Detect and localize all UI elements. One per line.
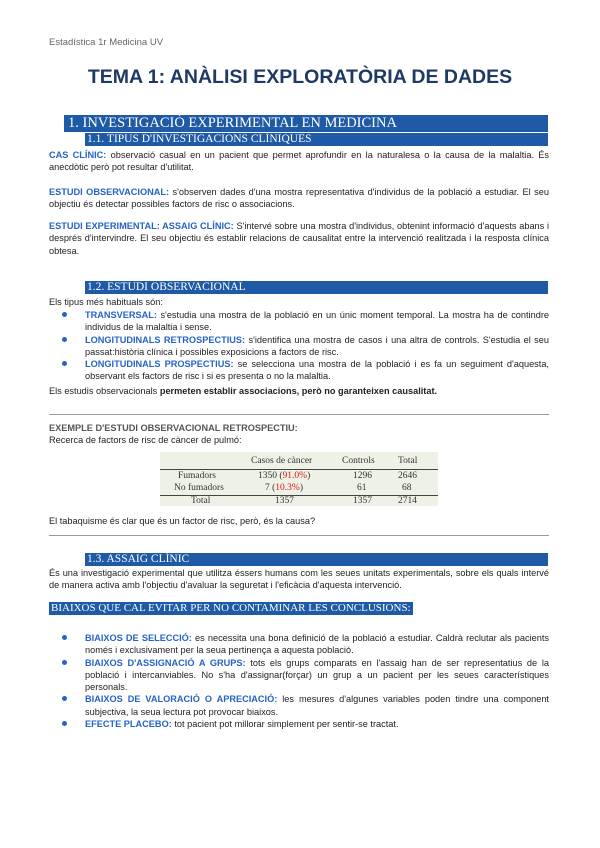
subsection-heading-1-1-text: 1.1. TIPUS D'INVESTIGACIONS CLÍNIQUES (87, 133, 312, 145)
list-item-label: LONGITUDINALS PROSPECTIUS: (85, 359, 234, 370)
estudi-observacional-text: s'observen dades d'una mostra representativa d'individus de la població a estudiar. El seu objectiu és detectar possibles factors de risc o associacions. (49, 187, 549, 210)
subsection-heading-1-3 (85, 553, 548, 566)
table-row-label: Total (191, 496, 211, 506)
observational-conclusion-text: Els estudis observacionals (49, 386, 160, 396)
biases-heading: BIAIXOS QUE CAL EVITAR PER NO CONTAMINAR LES CONCLUSIONS: (51, 602, 411, 614)
estudi-observacional-paragraph (49, 186, 549, 211)
section-heading-1 (64, 115, 548, 132)
table-cell-total: 68 (402, 483, 412, 493)
observational-types-list (49, 309, 549, 383)
table-row-label: No fumadors (174, 483, 224, 493)
page-title: TEMA 1: ANÀLISI EXPLORATÒRIA DE DADES (87, 66, 513, 88)
list-item-label: TRANSVERSAL: (85, 310, 157, 320)
observational-intro: Els tipus més habituals són: (49, 297, 163, 307)
list-item-label: BIAIXOS D'ASSIGNACIÓ A GRUPS: (85, 657, 246, 668)
example-question: El tabaquisme és clar que és un factor de risc, però, és la causa? (49, 516, 316, 526)
list-item-text: s'identifica una mostra de casos i una altra de controls. S'estudia el seu passat:història clínica i possibles exposicions a factors de risc. (85, 334, 549, 357)
bullet-icon (62, 635, 67, 640)
divider-bottom (49, 535, 549, 536)
subsection-heading-1-2-text: 1.2. ESTUDI OBSERVACIONAL (87, 281, 246, 293)
bullet-icon (62, 696, 67, 701)
example-subtitle: Recerca de factors de risc de càncer de pulmó: (49, 435, 242, 445)
table-cell-pct: 10.3% (275, 483, 300, 493)
section-heading-1-text: 1. INVESTIGACIÓ EXPERIMENTAL EN MEDICINA (68, 115, 397, 131)
list-item (49, 718, 549, 730)
table-cell-cases: 7 (10.3%) (265, 483, 304, 493)
cas-clinic-label: CAS CLÍNIC: (49, 150, 107, 160)
bullet-icon (62, 361, 67, 366)
observational-conclusion (49, 385, 549, 397)
list-item-label: LONGITUDINALS RETROSPECTIUS: (85, 334, 246, 345)
table-cell-total: 2646 (398, 471, 417, 481)
bullet-icon (62, 337, 67, 342)
list-item-text: se selecciona una mostra de la població i es fa un seguiment d'aquesta, observant els factors de risc i si es presenta o no la malaltia. (85, 359, 549, 382)
table-cell-cases: 1350 (91.0%) (258, 471, 311, 481)
estudi-observacional-label: ESTUDI OBSERVACIONAL: (49, 187, 170, 197)
table-header-total: Total (398, 456, 418, 466)
table-cell-controls: 61 (357, 483, 367, 493)
list-item-text: es necessita una bona definició de la població a estudiar. Caldrà reclutar als pacients només i exclusivament per la seua pertinença a aquesta població. (85, 633, 549, 656)
table-cell-cases-value: 7 (265, 483, 270, 493)
bullet-icon (62, 721, 67, 726)
list-item-label: BIAIXOS DE VALORACIÓ O APRECIACIÓ: (85, 694, 278, 705)
table-cell-total: 2714 (398, 496, 417, 506)
clinical-trial-intro: És una investigació experimental que utilitza éssers humans com les seues unitats experimentals, sobre els quals intervé de manera activa amb l'objectiu d'avaluar la seguretat i l'eficàcia d'aquesta intervenció. (49, 568, 549, 591)
table-cell-controls: 1296 (353, 471, 372, 481)
list-item (49, 309, 549, 334)
table-cell-cases: 1357 (275, 496, 294, 506)
bullet-icon (62, 660, 67, 665)
table-header-controls: Controls (342, 456, 375, 466)
table-cell-cases-value: 1350 (258, 471, 277, 481)
subsection-heading-1-2 (85, 281, 548, 294)
biases-list (49, 632, 549, 730)
table-row-label: Fumadors (178, 471, 216, 481)
list-item-label: EFECTE PLACEBO: (85, 719, 172, 730)
page-header: Estadística 1r Medicina UV (49, 37, 164, 48)
example-heading: EXEMPLE D'ESTUDI OBSERVACIONAL RETROSPECTIU: (49, 423, 298, 433)
list-item (49, 693, 549, 718)
list-item (49, 657, 549, 694)
estudi-experimental-label: ESTUDI EXPERIMENTAL: ASSAIG CLÍNIC: (49, 221, 234, 231)
list-item-label: BIAIXOS DE SELECCIÓ: (85, 633, 192, 643)
list-item-text: s'estudia una mostra de la població en un únic moment temporal. La mostra ha de contindre individus de la malaltia i sense. (85, 310, 549, 333)
list-item-text: les mesures d'algunes variables poden tindre una component subjectiva, la seua lectura pot provocar biaixos. (85, 694, 549, 717)
observational-conclusion-bold: permeten establir associacions, però no garanteixen causalitat. (159, 386, 438, 396)
list-item (49, 334, 549, 359)
table-cell-controls: 1357 (353, 496, 372, 506)
bullet-icon (62, 312, 67, 317)
list-item-text: tot pacient pot millorar simplement per sentir-se tractat. (171, 719, 399, 730)
table-rule-top (160, 469, 438, 470)
estudi-experimental-paragraph (49, 220, 549, 257)
table-cell-pct: 91.0% (282, 471, 308, 481)
estudi-experimental-text: S'intervé sobre una mostra d'individus, obtenint informació d'aquests abans i després d'intervindre. El seu objectiu és establir relacions de causalitat entre la intervenció realitzada i la resposta clínica obtesa. (49, 221, 550, 256)
list-item (49, 358, 549, 383)
list-item-text: tots els grups comparats en l'assaig han de ser representatius de la població i intercanviables. No s'ha d'assignar(forçar) un grup a un pacient per les seues característiques personals. (85, 657, 549, 693)
subsection-heading-1-1 (85, 133, 548, 146)
table-header-cases: Casos de càncer (251, 456, 313, 466)
divider-top (49, 414, 549, 415)
list-item (49, 632, 549, 657)
subsection-heading-1-3-text: 1.3. ASSAIG CLÍNIC (87, 553, 190, 565)
cas-clinic-text: observació casual en un pacient que permet aprofundir en la naturalesa o la causa de la malaltia. És anecdòtic però pot resultar d'utilitat. (49, 150, 549, 173)
cas-clinic-paragraph (49, 149, 549, 174)
